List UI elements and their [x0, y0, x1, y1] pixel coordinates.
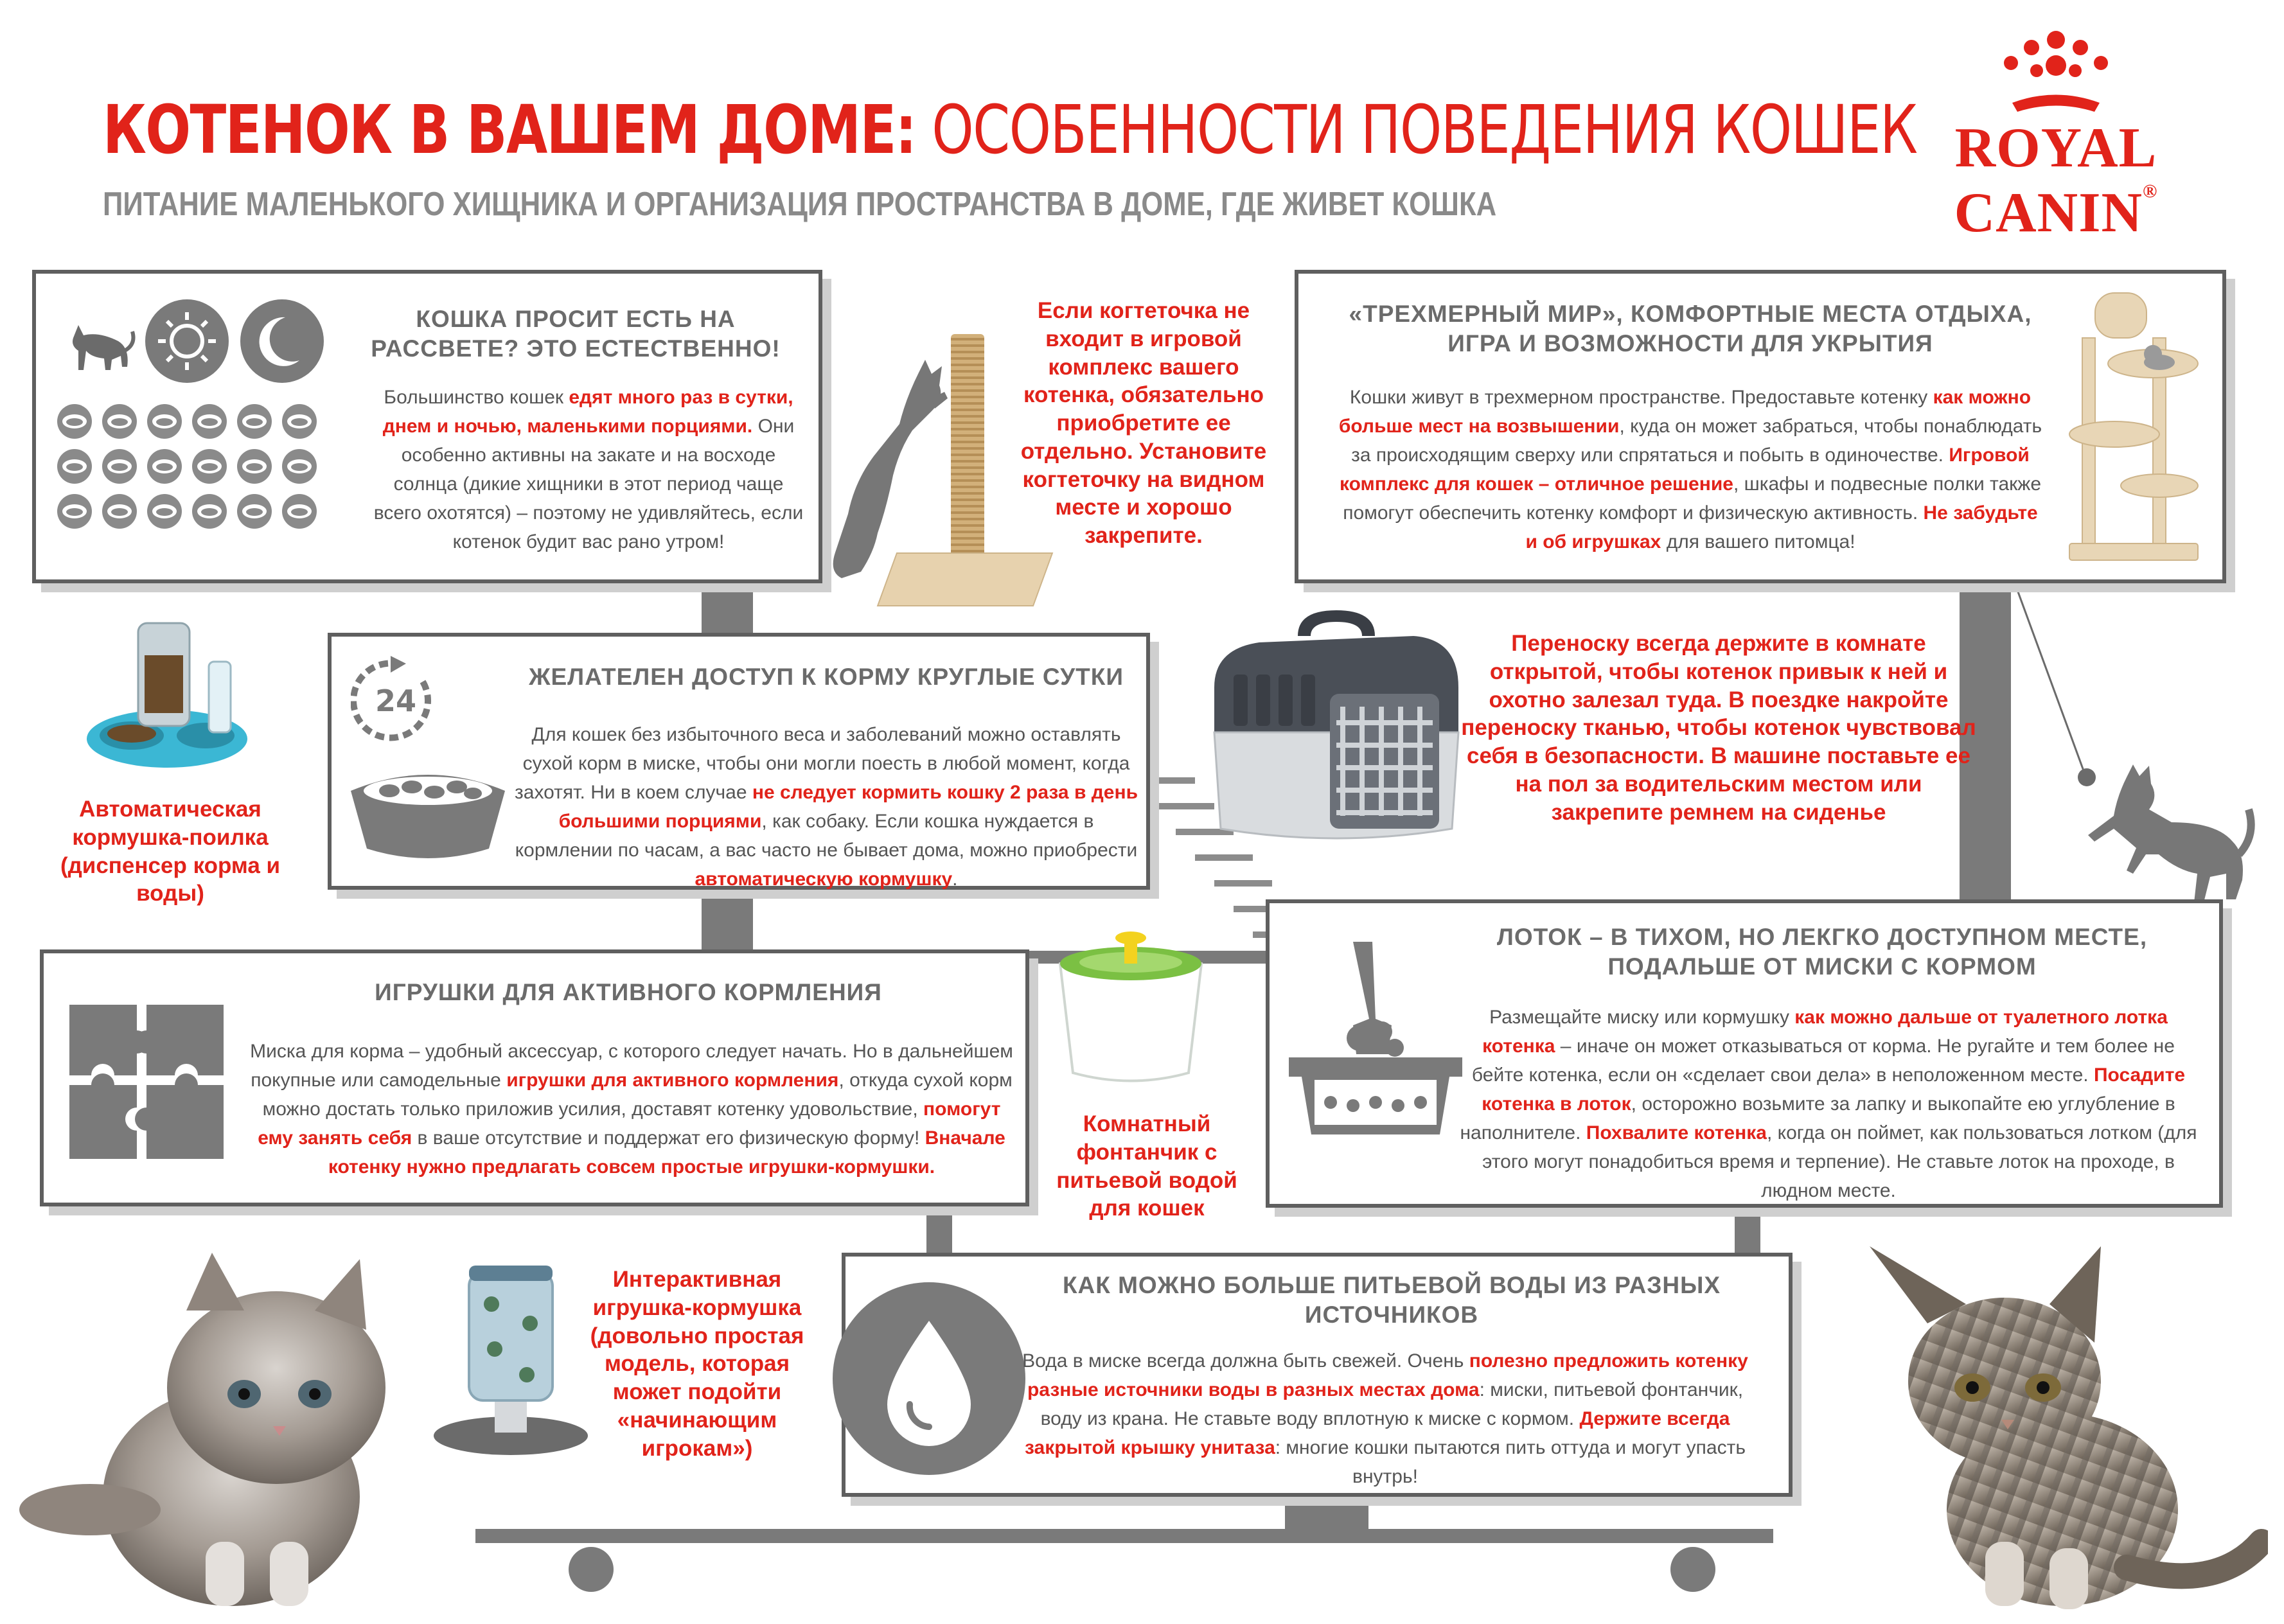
moon-icon	[240, 299, 324, 383]
auto-feeder-image	[84, 610, 251, 777]
water-drop-icon	[833, 1282, 1025, 1475]
clock-24-icon	[351, 656, 441, 746]
pole-left-upper	[702, 581, 753, 633]
pet-carrier-image	[1201, 610, 1471, 848]
title-bold: КОТЕНОК В ВАШЕМ ДОМЕ:	[103, 91, 916, 169]
fountain-caption: Комнатный фонтанчик с питьевой водой для кошек	[1056, 1111, 1237, 1221]
stair-step	[1214, 880, 1272, 887]
page-title	[103, 91, 1917, 169]
card-toys-text: Миска для корма – удобный аксессуар, с которого следует начать. Но в дальнейшем покупные или самодельные игрушки для активного кормления, откуда сухой корм можно достать только приложив усилия, доставят котенку удовольствие, помогут ему занять себя в ваше отсутствие и поддержат его физическую форму! Вначале котенку нужно предлагать совсем простые игрушки-кормушки.	[250, 1041, 1013, 1178]
card-3d-text: Кошки живут в трехмерном пространстве. Предоставьте котенку как можно больше мест на возвышении, куда он может забраться, чтобы понаблюдать за происходящим сверху или спрятаться и побыть в одиночестве. Игровой комплекс для кошек – отличное решение, шкафы и подвесные полки также помогут обеспечить котенку комфорт и физическую активность. Не забудьте и об игрушках для вашего питомца!	[1338, 387, 2042, 552]
brand-text: ROYAL CANIN	[1954, 117, 2157, 244]
card-litter-title: ЛОТОК – В ТИХОМ, НО ЛЕКГКО ДОСТУПНОМ МЕСТЕ, ПОДАЛЬШЕ ОТ МИСКИ С КОРМОМ	[1496, 924, 2148, 980]
scratch-caption: Если когтеточка не входит в игровой комплекс вашего котенка, обязательно приобретите ее отдельно. Установите когтеточку на видном месте и хорошо закрепите.	[1020, 298, 1267, 548]
brand-mark: ®	[2143, 181, 2158, 202]
card-24-text: Для кошек без избыточного веса и заболеваний можно оставлять сухой корм в миске, чтобы они могли поесть в любой момент, когда захотят. Ни в коем случае не следует кормить кошку 2 раза в день большими порциями, как собаку. Если кошка нуждается в кормлении по часам, а вас часто не бывает дома, можно приобрести автоматическую кормушку.	[515, 724, 1138, 890]
cat-tree-image	[2057, 287, 2211, 569]
kitten-photo-left	[13, 1240, 411, 1612]
stair-step	[1195, 854, 1253, 861]
card-litter-box	[1266, 899, 2223, 1208]
brand-name	[1863, 116, 2249, 245]
card-toys-title: ИГРУШКИ ДЛЯ АКТИВНОГО КОРМЛЕНИЯ	[375, 979, 882, 1005]
card-dawn-feeding	[32, 270, 822, 583]
litter-box-icon	[1282, 942, 1469, 1154]
brand-logo	[1863, 26, 2249, 244]
pole-left-middle	[702, 887, 753, 957]
shelf-bar-bottom	[475, 1529, 1773, 1543]
kitten-photo-right	[1857, 1233, 2268, 1619]
card-water-title: КАК МОЖНО БОЛЬШЕ ПИТЬЕВОЙ ВОДЫ ИЗ РАЗНЫХ ИСТОЧНИКОВ	[1062, 1272, 1721, 1328]
pole-water-bottom	[1285, 1494, 1368, 1532]
card-litter-text: Размещайте миску или кормушку как можно дальше от туалетного лотка котенка – иначе он может отказываться от корма. Не ругайте и тем более не бейте котенка, если он «сделает свои дела» в неположенном месте. Посадите котенка в лоток, осторожно возьмите за лапку и выкопайте ею углубление в наполнителе. Похвалите котенка, когда он поймет, как пользоваться лотком (для этого могут понадобиться время и терпение). Не ставьте лоток на проходе, в людном месте.	[1460, 1007, 2197, 1201]
pole-center	[926, 1211, 952, 1256]
card-dawn-title: КОШКА ПРОСИТ ЕСТЬ НА РАССВЕТЕ? ЭТО ЕСТЕСТВЕННО!	[371, 306, 781, 362]
feeder-caption: Автоматическая кормушка-поилка (диспенсер корма и воды)	[60, 797, 281, 906]
sun-icon	[145, 299, 229, 383]
card-24h-access	[328, 633, 1150, 890]
card-dawn-text: Большинство кошек едят много раз в сутки, днем и ночью, маленькими порциями. Они особенно активны на закате и на восходе солнца (дикие хищники в этот период чаще всего охотятся) – поэтому не удивляйтесь, если котенок будит вас рано утром!	[373, 387, 804, 552]
page-subtitle: ПИТАНИЕ МАЛЕНЬКОГО ХИЩНИКА И ОРГАНИЗАЦИЯ ПРОСТРАНСТВА В ДОМЕ, ГДЕ ЖИВЕТ КОШКА	[103, 186, 1497, 223]
interactive-toy-image	[430, 1266, 591, 1458]
interactive-caption: Интерактивная игрушка-кормушка (довольно простая модель, которая может подойти «начинающим игрокам»)	[590, 1267, 804, 1461]
title-rest: ОСОБЕННОСТИ ПОВЕДЕНИЯ КОШЕК	[932, 91, 1917, 169]
card-water-text: Вода в миске всегда должна быть свежей. Очень полезно предложить котенку разные источники воды в разных местах дома: миски, питьевой фонтанчик, воду из крана. Не ставьте воду вплотную к миске с кормом. Держите всегда закрытой крышку унитаза: многие кошки пытаются пить оттуда и могут упасть внутрь!	[1022, 1350, 1748, 1487]
card-water-sources	[842, 1253, 1793, 1497]
clock-24-label: 24	[375, 684, 417, 718]
card-3d-world	[1295, 270, 2226, 583]
bowls-grid-icon	[55, 402, 338, 569]
pole-right-lower	[1735, 1208, 1760, 1259]
wheel-right	[1670, 1547, 1715, 1592]
card-3d-title: «ТРЕХМЕРНЫЙ МИР», КОМФОРТНЫЕ МЕСТА ОТДЫХА, ИГРА И ВОЗМОЖНОСТИ ДЛЯ УКРЫТИЯ	[1349, 301, 2032, 357]
food-bowl-icon	[344, 765, 511, 868]
card-24-title: ЖЕЛАТЕЛЕН ДОСТУП К КОРМУ КРУГЛЫЕ СУТКИ	[529, 664, 1124, 690]
cat-icon	[60, 306, 137, 376]
carrier-caption: Переноску всегда держите в комнате открытой, чтобы котенок привык к ней и охотно залезал туда. В поездке накройте переноску тканью, чтобы котенок чувствовал себя в безопасности. В машине поставьте ее на пол за водительским местом или закрепите ремнем на сиденье	[1461, 631, 1976, 825]
water-fountain-image	[1047, 925, 1214, 1092]
kitten-playing-silhouette	[2088, 758, 2255, 906]
crown-icon	[1863, 26, 2249, 122]
puzzle-icon	[69, 1005, 224, 1159]
card-feeding-toys	[40, 949, 1029, 1206]
wheel-left	[569, 1547, 614, 1592]
